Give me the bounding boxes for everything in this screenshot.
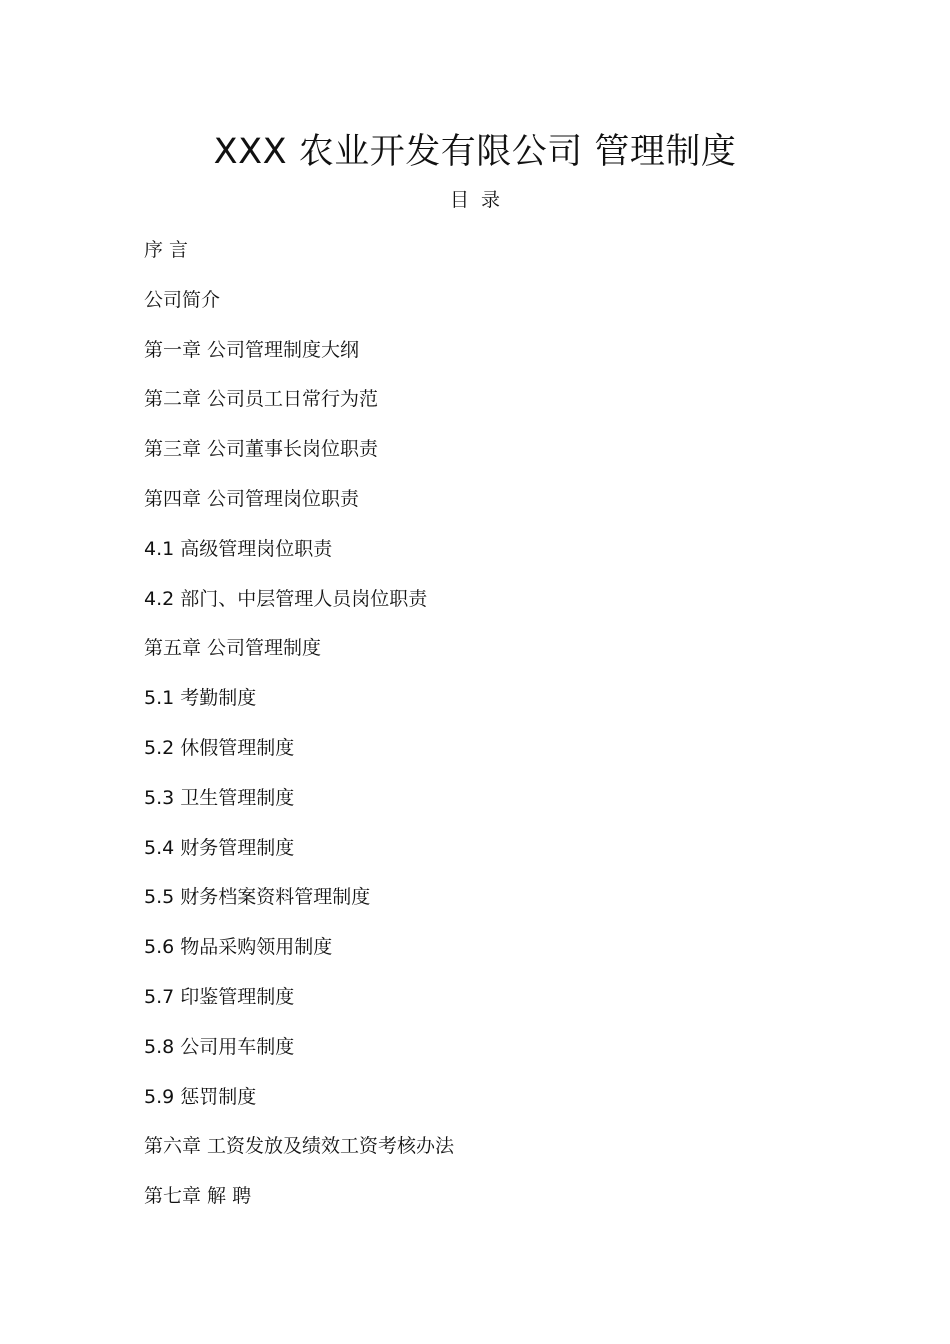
toc-item-chapter-7: 第七章 解 聘 <box>144 1185 252 1208</box>
toc-item-preface: 序 言 <box>144 239 189 261</box>
toc-item-section-5-8: 5.8 公司用车制度 <box>144 1035 295 1058</box>
toc-item-section-5-3: 5.3 卫生管理制度 <box>144 786 295 809</box>
toc-item-chapter-6: 第六章 工资发放及绩效工资考核办法 <box>144 1135 455 1158</box>
toc-item-chapter-4: 第四章 公司管理岗位职责 <box>144 487 360 510</box>
toc-item-section-4-1: 4.1 高级管理岗位职责 <box>144 537 333 560</box>
toc-item-section-5-7: 5.7 印鉴管理制度 <box>144 985 295 1008</box>
document-title: XXX 农业开发有限公司 管理制度 <box>213 132 737 172</box>
toc-item-chapter-1: 第一章 公司管理制度大纲 <box>144 338 360 361</box>
toc-item-chapter-3: 第三章 公司董事长岗位职责 <box>144 438 379 461</box>
toc-item-section-5-6: 5.6 物品采购领用制度 <box>144 936 333 959</box>
toc-item-section-5-9: 5.9 惩罚制度 <box>144 1085 257 1108</box>
toc-item-section-5-1: 5.1 考勤制度 <box>144 687 257 710</box>
toc-item-section-5-4: 5.4 财务管理制度 <box>144 836 295 859</box>
toc-item-section-5-5: 5.5 财务档案资料管理制度 <box>144 886 371 909</box>
toc-item-chapter-5: 第五章 公司管理制度 <box>144 637 322 660</box>
toc-item-section-5-2: 5.2 休假管理制度 <box>144 736 295 759</box>
toc-heading: 目 录 <box>449 189 501 211</box>
toc-item-chapter-2: 第二章 公司员工日常行为范 <box>144 388 379 411</box>
table-of-contents <box>144 236 844 1232</box>
toc-item-company-intro: 公司简介 <box>144 288 221 311</box>
toc-item-section-4-2: 4.2 部门、中层管理人员岗位职责 <box>144 587 428 610</box>
